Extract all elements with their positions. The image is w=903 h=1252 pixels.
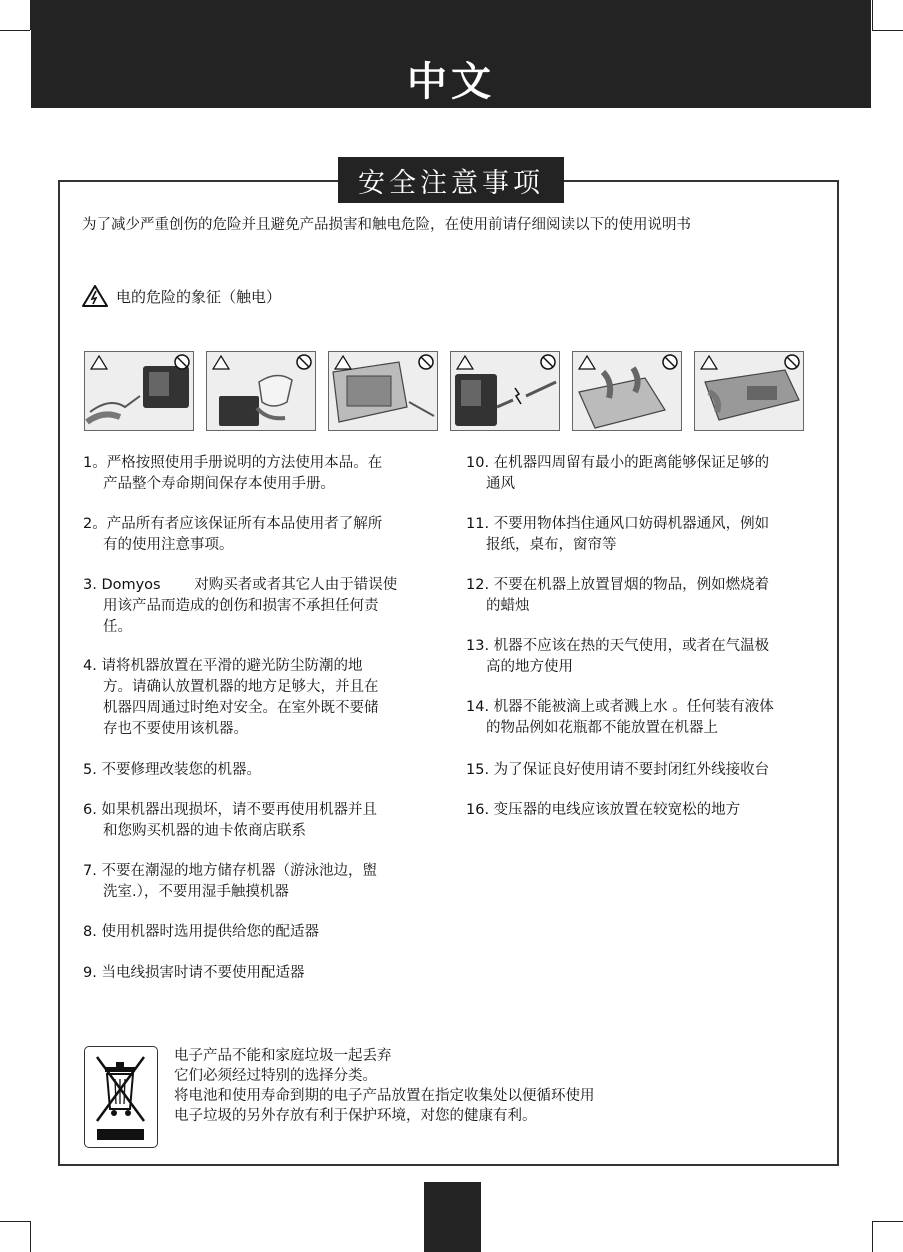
adapter-probe-image [84, 351, 194, 431]
machine-hands-image [572, 351, 682, 431]
list-item: 8. 使用机器时选用提供给您的配适器 [83, 924, 319, 940]
adapter-water-image [206, 351, 316, 431]
crop-mark [872, 1221, 873, 1252]
page-title: 中文 [407, 59, 495, 105]
crop-mark [872, 0, 873, 30]
list-item: 10. 在机器四周留有最小的距离能够保证足够的 通风 [466, 455, 770, 492]
list-item: 9. 当电线损害时请不要使用配适器 [83, 965, 305, 981]
list-item: 1。严格按照使用手册说明的方法使用本品。在 产品整个寿命期间保存本使用手册。 [83, 455, 383, 492]
warning-label: 电的危险的象征（触电） [116, 287, 282, 306]
list-item: 11. 不要用物体挡住通风口妨碍机器通风，例如 报纸，桌布，窗帘等 [466, 516, 770, 553]
list-item: 15. 为了保证良好使用请不要封闭红外线接收台 [466, 762, 770, 778]
crop-mark [30, 1221, 31, 1252]
machine-back-image [694, 351, 804, 431]
list-item: 13. 机器不应该在热的天气使用，或者在气温极 高的地方使用 [466, 638, 770, 675]
list-item: 6. 如果机器出现损坏，请不要再使用机器并且 和您购买机器的迪卡侬商店联系 [83, 802, 377, 839]
adapter-broken-cable-image [450, 351, 560, 431]
list-item: 16. 变压器的电线应该放置在较宽松的地方 [466, 802, 741, 818]
list-item: 12. 不要在机器上放置冒烟的物品，例如燃烧着 的蜡烛 [466, 577, 770, 614]
list-item: 7. 不要在潮湿的地方储存机器（游泳池边，盥 洗室.），不要用湿手触摸机器 [83, 863, 377, 900]
crop-mark [0, 1221, 30, 1222]
crossed-out-bin-icon [84, 1046, 158, 1148]
list-item: 2。产品所有者应该保证所有本品使用者了解所 有的使用注意事项。 [83, 516, 383, 553]
header-bar [31, 0, 871, 108]
crop-mark [0, 30, 30, 31]
list-item: 14. 机器不能被滴上或者溅上水 。任何装有液体 的物品例如花瓶都不能放置在机器上 [466, 699, 774, 736]
list-item: 3. Domyos 对购买者或者其它人由于错误使 用该产品而造成的创伤和损害不承担任何责 任。 [83, 577, 398, 635]
page-tab [424, 1182, 481, 1252]
machine-probe-image [328, 351, 438, 431]
crop-mark [872, 1221, 903, 1222]
list-item: 4. 请将机器放置在平滑的避光防尘防潮的地 方。请确认放置机器的地方足够大，并且在 机器四周通过时绝对安全。在室外既不要储 存也不要使用该机器。 [83, 658, 379, 737]
high-voltage-warning-icon [82, 285, 108, 307]
warning-images [84, 351, 804, 431]
weee-notice: 电子产品不能和家庭垃圾一起丢弃 它们必须经过特别的选择分类。 将电池和使用寿命到期的电子产品放置在指定收集处以便循环使用 电子垃圾的另外存放有利于保护环境，对您的健康有利。 [174, 1048, 595, 1124]
intro-text: 为了减少严重创伤的危险并且避免产品损害和触电危险，在使用前请仔细阅读以下的使用说明书 [82, 217, 691, 233]
crop-mark [872, 30, 903, 31]
electric-warning [82, 285, 281, 307]
section-title: 安全注意事项 [338, 157, 564, 203]
list-item: 5. 不要修理改装您的机器。 [83, 762, 261, 778]
